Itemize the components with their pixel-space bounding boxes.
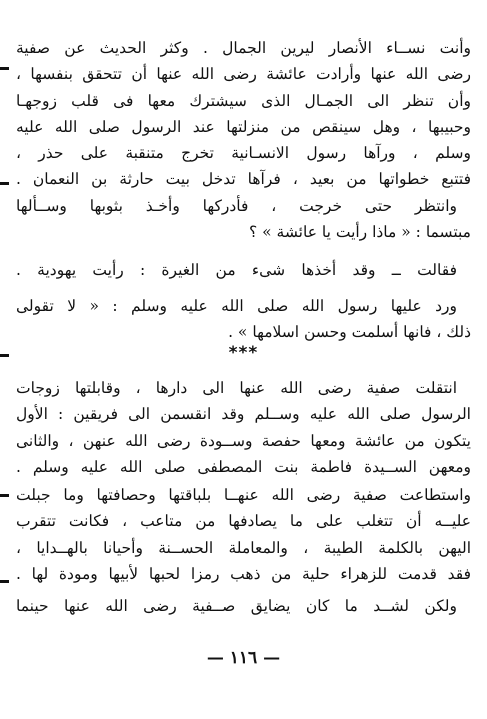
paragraph [16, 482, 471, 587]
text-line: يتكون من عائشة ومعها حفصة وســودة رضى الله عنهن ، والثانى [16, 431, 471, 450]
text-line: ومعهن الســيدة فاطمة بنت المصطفى صلى الله عليه وسلم . [16, 457, 471, 476]
text-line: وانتظر حتى خرجت ، فأدركها وأخـذ بثوبها وســألها [16, 197, 457, 215]
text-line: وحبيبها ، وهل سينقص من منزلتها عند الرسول صلى الله عليه [16, 117, 471, 136]
text-line: عليــه أن تتغلب على ما يصادفها من متاعب ، فكانت تتقرب [16, 512, 471, 531]
paragraph [16, 257, 471, 283]
page-number: — ١١٦ — [206, 648, 281, 668]
text-line: انتقلت صفية رضى الله عنها الى دارها ، وقابلتها زوجات [16, 379, 457, 397]
text-line: اليهن بالكلمة الطيبة ، والمعاملة الحســنة وأحيانا بالهــدايا ، [16, 538, 471, 557]
paragraph [16, 193, 471, 246]
margin-mark [0, 580, 9, 583]
text-line: فقد قدمت للزهراء حلية من ذهب رمزا لحبها لأبيها ومودة لها . [16, 564, 471, 583]
margin-mark [0, 182, 9, 185]
text-line: وسلم ، ورآها رسول الانسـانية تخرج متنقبة على حذر ، [16, 144, 471, 163]
margin-mark [0, 67, 9, 70]
text-line: واستطاعت صفية رضى الله عنهــا بلباقتها وحصافتها وما جبلت [16, 486, 471, 504]
text-line: ذلك ، فانها أسلمت وحسن اسلامها » . [228, 323, 471, 342]
margin-mark [0, 494, 9, 497]
paragraph [16, 375, 471, 480]
section-separator: *** [228, 343, 259, 363]
text-line: ولكن لشــد ما كان يضايق صــفية رضى الله عنها حينما [16, 597, 457, 615]
text-line: مبتسما : « ماذا رأيت يا عائشة » ؟ [248, 223, 471, 242]
text-line: رضى الله عنها وأرادت عائشة رضى الله عنها أن تتحقق بنفسها ، [16, 65, 471, 84]
paragraph [16, 293, 471, 346]
text-line: الرسول صلى الله عليه وســلم وقد انقسمن الى فريقين : الأول [16, 405, 471, 424]
paragraph [16, 593, 471, 619]
text-line: فقالت ــ وقد أخذها شىء من الغيرة : رأيت يهودية . [16, 261, 457, 279]
paragraph [16, 35, 471, 193]
text-line: وأن تنظر الى الجمـال الذى سيشترك معها فى قلب زوجهـا [16, 91, 471, 110]
text-line: ورد عليها رسول الله صلى الله عليه وسلم : « لا تقولى [16, 297, 457, 315]
text-line: فتتبع خطواتها من بعيد ، فرآها تدخل بيت حارثة بن النعمان . [16, 170, 471, 189]
text-line: وأنت نســاء الأنصار ليرين الجمال . وكثر الحديث عن صفية [16, 39, 471, 57]
